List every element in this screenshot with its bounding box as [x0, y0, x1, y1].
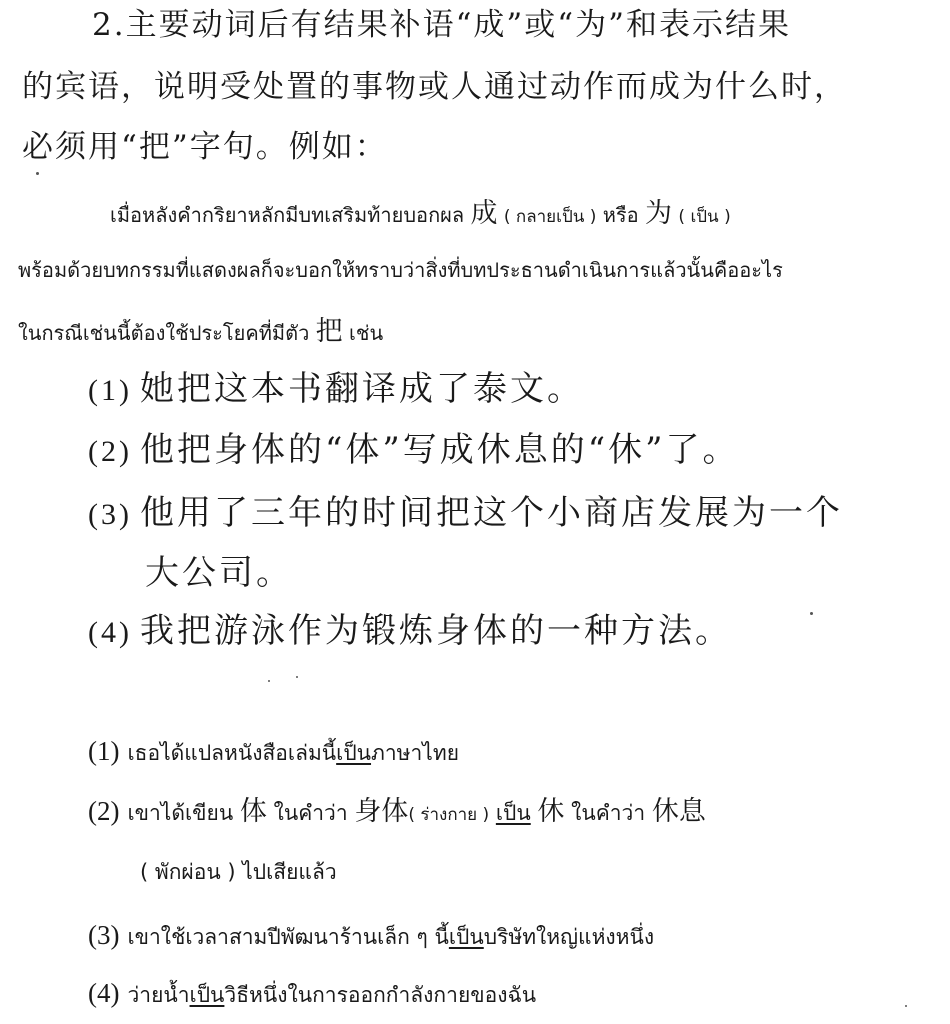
scan-speck	[268, 680, 270, 682]
underlined-pen: เป็น	[189, 983, 225, 1007]
thai-text: บริษัทใหญ่แห่งหนึ่ง	[483, 925, 655, 949]
gloss-wei: ( เป็น )	[678, 207, 731, 227]
example-text: 他用了三年的时间把这个小商店发展为一个	[139, 493, 843, 533]
cjk-term-cheng: 成	[470, 198, 498, 229]
cjk-xiuxi: 休息	[651, 796, 706, 827]
thai-example-1	[88, 738, 459, 765]
chinese-example-2	[88, 430, 740, 470]
thai-rule-line-3	[18, 318, 383, 345]
chinese-example-3	[88, 493, 843, 533]
thai-example-2	[88, 798, 706, 825]
underlined-pen: เป็น	[448, 925, 484, 949]
cjk-ti: 体	[239, 796, 267, 827]
thai-text: ในคำว่า	[571, 801, 646, 825]
thai-text: วิธีหนึ่งในการออกกำลังกายของฉัน	[224, 983, 537, 1007]
thai-rule-text: เมื่อหลังคำกริยาหลักมีบทเสริมท้ายบอกผล	[110, 203, 465, 227]
thai-or: หรือ	[602, 203, 639, 227]
example-number: (1)	[88, 374, 132, 407]
example-number: (4)	[88, 616, 132, 649]
thai-example-3	[88, 922, 654, 949]
rule-line-1: 2.主要动词后有结果补语“成”或“为”和表示结果	[92, 7, 791, 43]
thai-rule-text-3b: เช่น	[349, 321, 384, 345]
cjk-term-ba: 把	[315, 316, 343, 347]
example-number: (3)	[88, 498, 132, 531]
example-text: 他把身体的“体”写成休息的“休”了。	[139, 430, 740, 470]
thai-text: ว่ายน้ำ	[127, 983, 190, 1007]
cjk-shenti: 身体	[354, 796, 409, 827]
example-number: (3)	[88, 920, 120, 950]
thai-text: เขาใช้เวลาสามปีพัฒนาร้านเล็ก ๆ นี้	[127, 925, 449, 949]
thai-rule-line-1	[110, 200, 731, 227]
thai-text: เธอได้แปลหนังสือเล่มนี้	[127, 741, 337, 765]
rule-line-2: 的宾语，说明受处置的事物或人通过动作而成为什么时，	[22, 69, 847, 105]
gloss-cheng: ( กลายเป็น )	[503, 207, 597, 227]
underlined-pen: เป็น	[336, 741, 372, 765]
chinese-example-1	[88, 369, 584, 409]
cjk-term-wei: 为	[645, 198, 673, 229]
underlined-pen: เป็น	[495, 801, 531, 825]
thai-rule-line-2: พร้อมด้วยบทกรรมที่แสดงผลก็จะบอกให้ทราบว่าสิ่งที่บทประธานดำเนินการแล้วนั้นคืออะไร	[18, 258, 783, 282]
thai-text: ในคำว่า	[273, 801, 348, 825]
rule-line-3: 必须用“把”字句。例如：	[22, 129, 388, 165]
chinese-example-4	[88, 611, 732, 651]
thai-rule-text-3a: ในกรณีเช่นนี้ต้องใช้ประโยคที่มีตัว	[18, 321, 310, 345]
cjk-xiu: 休	[537, 796, 565, 827]
scan-speck	[810, 612, 813, 615]
thai-example-2-continuation: ( พักผ่อน ) ไปเสียแล้ว	[140, 860, 337, 884]
example-number: (2)	[88, 796, 120, 826]
example-text: 我把游泳作为锻炼身体的一种方法。	[139, 611, 732, 651]
example-text: 她把这本书翻译成了泰文。	[139, 369, 584, 409]
example-number: (4)	[88, 978, 120, 1008]
gloss-shenti: ( ร่างกาย )	[408, 805, 490, 825]
chinese-example-3-continuation: 大公司。	[145, 553, 293, 593]
thai-text: ภาษาไทย	[371, 741, 460, 765]
thai-example-4	[88, 980, 536, 1007]
scan-speck	[36, 172, 39, 175]
example-number: (2)	[88, 435, 132, 468]
example-number: (1)	[88, 736, 120, 766]
scan-speck	[905, 1005, 907, 1007]
scan-speck	[296, 676, 298, 678]
thai-text: เขาได้เขียน	[127, 801, 234, 825]
